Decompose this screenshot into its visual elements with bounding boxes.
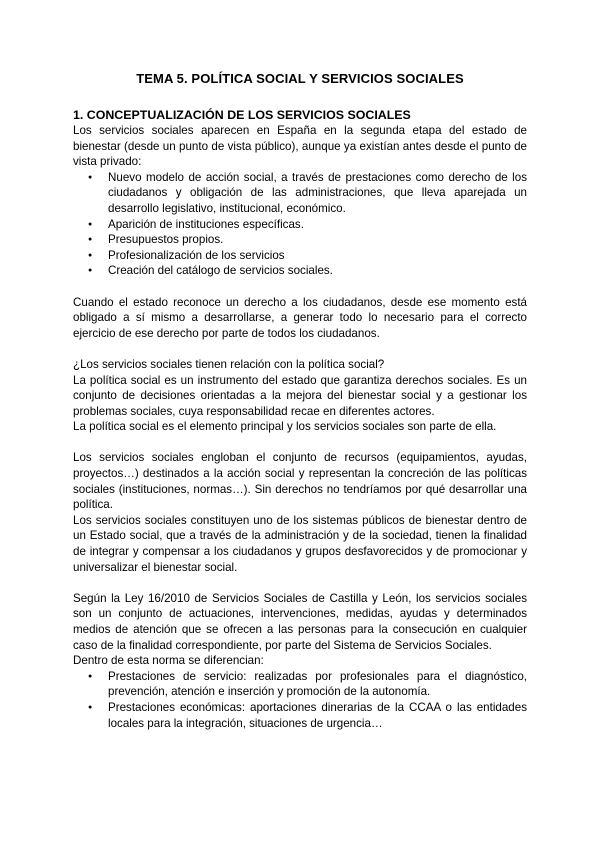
list-item: ● Creación del catálogo de servicios sociales. — [73, 263, 527, 279]
paragraph: Cuando el estado reconoce un derecho a los ciudadanos, desde ese momento está obligado a sí mismo a desarrollarse, a generar todo lo necesario para el correcto ejercicio de ese derecho por parte de todos los ciudadanos. — [73, 295, 527, 340]
paragraph: La política social es un instrumento del estado que garantiza derechos sociales. Es un conjunto de decisiones orientadas a la mejora del bienestar social y a gestionar los problemas sociales, cuya responsabilidad recae en diferentes actores. — [73, 373, 527, 418]
list-item: ● Nuevo modelo de acción social, a través de prestaciones como derecho de los ciudadanos y obligación de las administraciones, que lleva aparejada un desarrollo legislativo, institucional, económico. — [73, 170, 527, 217]
list-item: ● Prestaciones de servicio: realizadas por profesionales para el diagnóstico, prevención, atención e inserción y promoción de la autonomía. — [73, 669, 527, 700]
list-item: ● Prestaciones económicas: aportaciones dinerarias de la CCAA o las entidades locales para la integración, situaciones de urgencia… — [73, 700, 527, 731]
paragraph: Los servicios sociales aparecen en España en la segunda etapa del estado de bienestar (desde un punto de vista público), aunque ya existían antes desde el punto de vista privado: — [73, 124, 527, 169]
paragraph: La política social es el elemento principal y los servicios sociales son parte de ella. — [73, 420, 497, 434]
section-heading: 1. CONCEPTUALIZACIÓN DE LOS SERVICIOS SOCIALES — [73, 108, 411, 122]
paragraph: Dentro de esta norma se diferencian: — [73, 654, 264, 668]
paragraph: Los servicios sociales constituyen uno de los sistemas públicos de bienestar dentro de un Estado social, que a través de la administración y de la sociedad, tienen la finalidad de integrar y compensar a los ciudadanos y grupos desfavorecidos y de promocionar y universalizar el bienestar social. — [73, 513, 527, 574]
paragraph: Los servicios sociales engloban el conjunto de recursos (equipamientos, ayudas, proyectos…) destinados a la acción social y representan la concreción de las políticas sociales (instituciones, normas…). Sin derechos no tendríamos por qué desarrollar una política. — [73, 451, 527, 512]
document-body — [73, 70, 527, 731]
document-title: TEMA 5. POLÍTICA SOCIAL Y SERVICIOS SOCIALES — [136, 71, 464, 86]
list-item: ● Presupuestos propios. — [73, 232, 527, 248]
bullet-list — [73, 669, 527, 731]
list-item: ● Profesionalización de los servicios — [73, 248, 527, 264]
paragraph: Según la Ley 16/2010 de Servicios Sociales de Castilla y León, los servicios sociales son un conjunto de actuaciones, intervenciones, medidas, ayudas y determinados medios de atención que se ofrecen a las personas para la consecución en cualquier caso de la finalidad correspondiente, por parte del Sistema de Servicios Sociales. — [73, 591, 527, 652]
question: ¿Los servicios sociales tienen relación con la política social? — [73, 357, 385, 371]
bullet-list — [73, 170, 527, 279]
list-item: ● Aparición de instituciones específicas. — [73, 217, 527, 233]
